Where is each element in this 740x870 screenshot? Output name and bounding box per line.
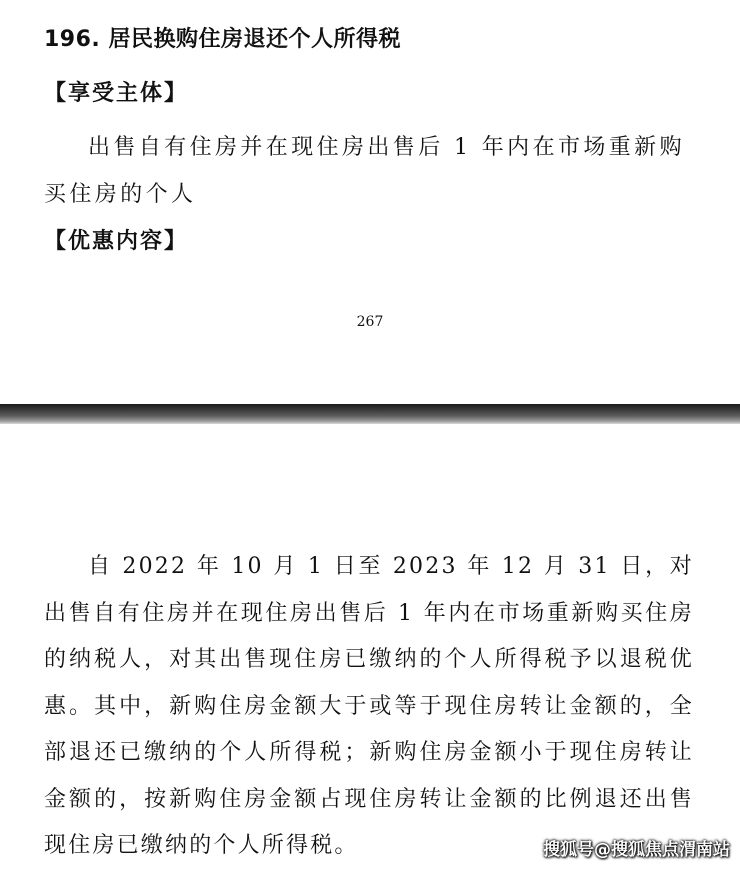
section-heading-beneficiary: 【享受主体】 [44,81,189,106]
page-separator [0,404,740,424]
document-page-bottom [0,424,740,868]
watermark-text: 搜狐号@搜狐焦点渭南站 [543,840,730,860]
page-number: 267 [356,314,384,330]
section-heading-benefit: 【优惠内容】 [44,229,189,254]
policy-title: 196. 居民换购住房退还个人所得税 [44,27,401,52]
benefit-paragraph: 自 2022 年 10 月 1 日至 2023 年 12 月 31 日，对出售自有住房并在现住房出售后 1 年内在市场重新购买住房的纳税人，对其出售现住房已缴纳的个人所得税予以退税优惠。其中，新购住房金额大于或等于现住房转让金额的，全部退还已缴纳的个人所得税；新购住房金额小于现住房转让金额的，按新购住房金额占现住房转让金额的比例退还出售现住房已缴纳的个人所得税。 [44,554,694,858]
document-page-top [0,0,740,404]
beneficiary-paragraph: 出售自有住房并在现住房出售后 1 年内在市场重新购买住房的个人 [44,135,685,207]
